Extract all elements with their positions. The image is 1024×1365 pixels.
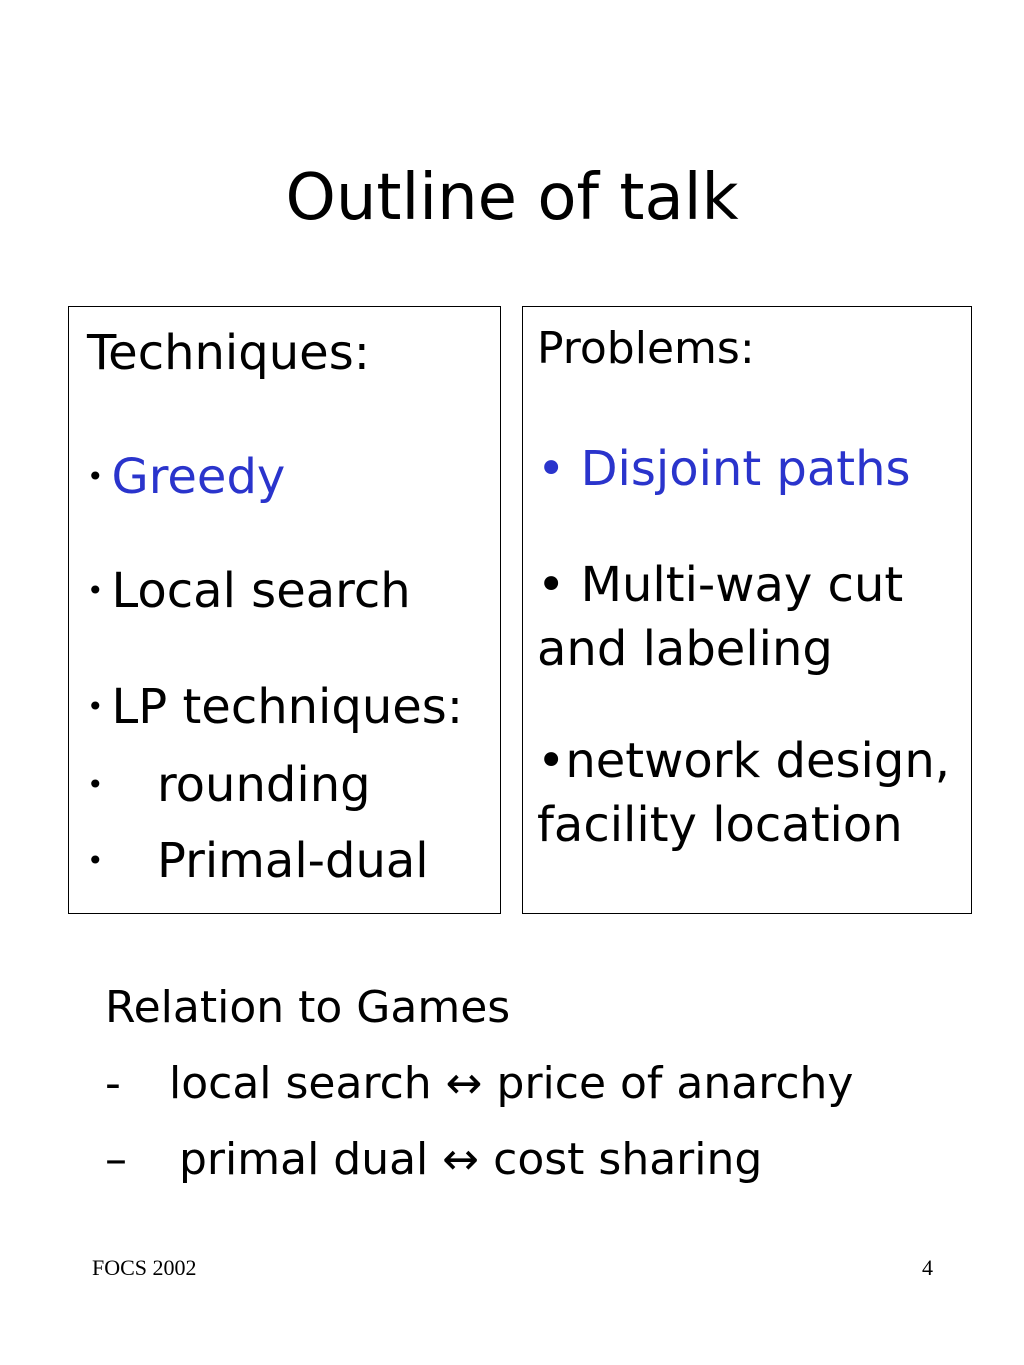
technique-subitem-primal-dual [87, 833, 429, 892]
problem-item-network-design-cont: facility location [537, 797, 903, 853]
technique-sublabel: rounding [157, 757, 371, 813]
footer-conference: FOCS 2002 [92, 1255, 197, 1280]
technique-label: LP techniques: [111, 679, 463, 735]
bullet-icon: • [87, 768, 104, 801]
games-row-local-search [105, 1056, 853, 1112]
problem-item-disjoint-paths: • Disjoint paths [537, 441, 911, 497]
dash-icon: - [105, 1058, 121, 1109]
techniques-heading: Techniques: [87, 325, 370, 381]
bullet-icon: • [87, 690, 104, 723]
bullet-icon: • [87, 844, 104, 877]
bullet-icon: • [87, 574, 104, 607]
problem-item-multiway-cut-cont: and labeling [537, 621, 833, 677]
games-row-text: local search ↔ price of anarchy [169, 1058, 854, 1109]
technique-label: Local search [111, 563, 411, 619]
problems-box [522, 306, 972, 914]
technique-item-lp [87, 679, 463, 738]
games-heading: Relation to Games [105, 982, 511, 1033]
technique-subitem-rounding [87, 757, 371, 816]
dash-icon: – [105, 1134, 127, 1185]
technique-item-local-search [87, 563, 411, 622]
problem-item-network-design: •network design, [537, 733, 950, 789]
footer-page-number: 4 [922, 1255, 933, 1280]
problem-item-multiway-cut: • Multi-way cut [537, 557, 904, 613]
games-row-primal-dual [105, 1132, 762, 1188]
technique-item-greedy [87, 449, 285, 508]
bullet-icon: • [87, 460, 104, 493]
slide-title: Outline of talk [285, 161, 739, 235]
games-row-text: primal dual ↔ cost sharing [179, 1134, 763, 1185]
technique-label: Greedy [111, 449, 286, 505]
technique-sublabel: Primal-dual [157, 833, 429, 889]
techniques-box [68, 306, 501, 914]
problems-heading: Problems: [537, 323, 755, 374]
